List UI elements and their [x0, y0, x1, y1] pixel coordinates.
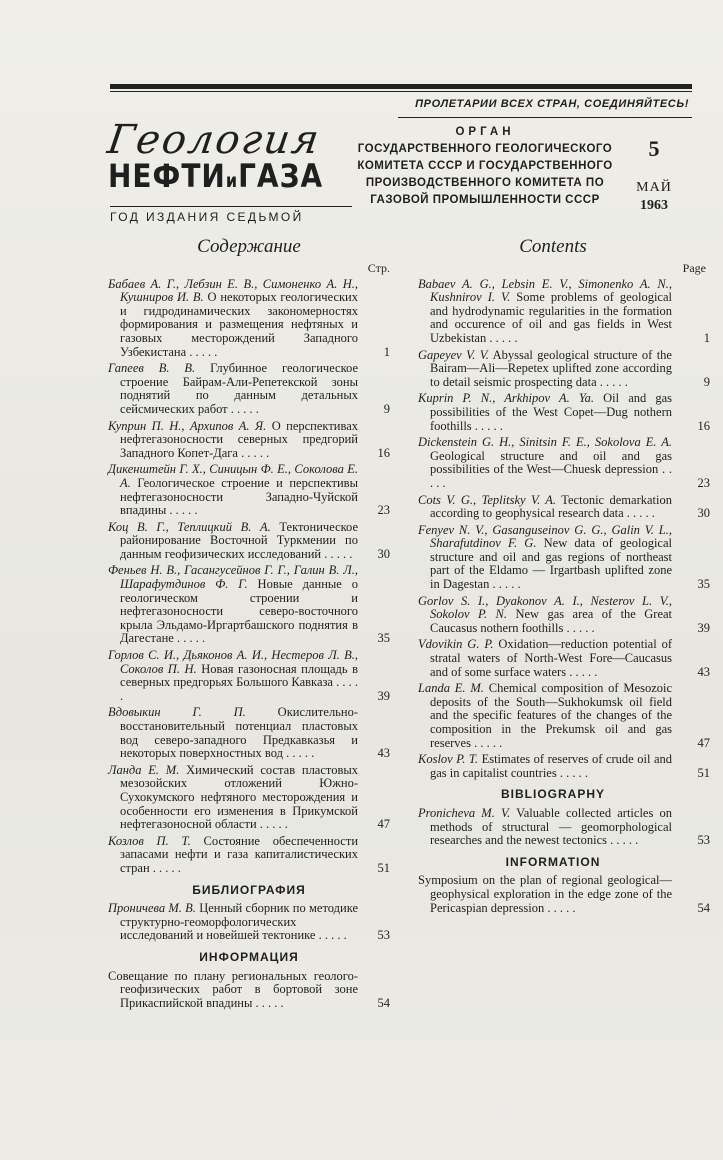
toc-title: Chemical composition of Mesozoic deposits of the South—Sukhokumsk oil field and the specific features of the changes of the composition in the Prekumsk oil and gas reserves — [430, 681, 673, 750]
toc-title: Новые данные о геологическом строении и нефтегазоносности северо-восточного крыла Эльдамо-Иргартбашского поднятия в Дагестане — [120, 577, 359, 646]
publication-year-label: ГОД ИЗДАНИЯ СЕДЬМОЙ — [110, 210, 304, 224]
toc-leader: . . . . . — [623, 506, 655, 521]
bibliography-list-en — [418, 805, 710, 848]
page-label-ru: Стр. — [367, 261, 390, 275]
toc-entry-text — [418, 436, 672, 490]
issue-block — [624, 136, 684, 214]
toc-leader: . . . . . — [321, 546, 353, 561]
toc-authors: Gorlov S. I., Dyakonov A. I., Nesterov L. V., Sokolov P. N. — [418, 593, 672, 622]
toc-entry-text — [418, 807, 672, 848]
toc-entry — [108, 521, 390, 562]
toc-page-number: 1 — [703, 330, 710, 345]
toc-entry-text — [418, 278, 672, 346]
toc-entry-text — [108, 420, 358, 461]
toc-leader: . . . . . — [544, 900, 576, 915]
toc-authors: Gapeyev V. V. — [418, 347, 489, 362]
top-rule-thick — [110, 84, 692, 89]
toc-title: Estimates of reserves of crude oil and gas in capitalist countries — [430, 752, 672, 780]
toc-entry-text — [108, 362, 358, 416]
toc-leader: . . . . . — [315, 928, 347, 943]
toc-page-number: 9 — [383, 401, 390, 416]
toc-entry-text — [418, 682, 672, 750]
toc-entry-text — [108, 564, 358, 646]
toc-authors: Козлов П. Т. — [108, 833, 191, 848]
toc-authors: Коц В. Г., Теплицкий В. А. — [108, 519, 271, 534]
toc-entry — [418, 276, 710, 346]
toc-title: О перспективах нефтегазоносности северных предгорий Западного Копет-Дага — [120, 418, 359, 460]
organ-heading: ОРГАН — [455, 126, 515, 138]
toc-entry — [108, 835, 390, 876]
toc-leader: . . . . . — [489, 577, 521, 592]
motto: ПРОЛЕТАРИИ ВСЕХ СТРАН, СОЕДИНЯЙТЕСЬ! — [415, 98, 689, 110]
toc-entry — [108, 278, 390, 360]
toc-entry-text — [418, 753, 672, 780]
toc-page-number: 1 — [383, 344, 390, 359]
toc-entry — [108, 362, 390, 416]
issue-year: 1963 — [640, 198, 668, 213]
issue-month: МАЙ — [636, 180, 672, 195]
toc-title: Oil and gas possibilities of the West Copet—Dug nothern foothills — [430, 391, 673, 433]
organ-line: КОМИТЕТА СССР И ГОСУДАРСТВЕННОГО — [357, 160, 613, 172]
toc-page-number: 9 — [703, 374, 710, 389]
toc-page-number: 16 — [377, 445, 390, 460]
toc-page-number: 53 — [697, 833, 710, 848]
toc-leader: . . . . . — [566, 664, 598, 679]
toc-page-number: 54 — [377, 995, 390, 1010]
toc-entry — [418, 873, 710, 915]
issue-number: 5 — [648, 136, 660, 161]
toc-leader: . . . . . — [149, 860, 181, 875]
toc-title: Новая газоносная площадь в северных предгорьях Большого Кавказа — [120, 661, 358, 690]
toc-entry-text — [418, 392, 672, 433]
toc-authors: Гапеев В. В. — [108, 361, 196, 376]
toc-entry-text — [108, 649, 358, 703]
information-heading-ru: ИНФОРМАЦИЯ — [199, 949, 299, 964]
logo-word-and: и — [225, 169, 239, 192]
toc-entry — [108, 463, 390, 517]
toc-leader: . . . . . — [470, 735, 503, 750]
toc-entry-text — [418, 638, 672, 679]
toc-page-number: 43 — [377, 746, 390, 761]
information-list-en — [418, 873, 710, 915]
toc-entry — [108, 420, 390, 461]
toc-entry — [418, 435, 710, 490]
toc-page-number: 51 — [377, 860, 390, 875]
toc-leader: . . . . . — [282, 746, 315, 761]
toc-leader: . . . . . — [173, 631, 206, 646]
toc-page-number: 54 — [697, 900, 710, 915]
toc-page-number: 30 — [697, 506, 710, 521]
toc-entry — [418, 805, 710, 848]
toc-authors: Koslov P. T. — [418, 752, 479, 767]
motto-rule — [398, 117, 692, 118]
toc-page-number: 39 — [697, 620, 710, 635]
toc-title: Oxidation—reduction potential of stratal waters of North-West Fore—Caucasus and of some surface waters — [430, 637, 673, 679]
toc-entry-text — [108, 970, 358, 1011]
toc-authors: Ланда Е. М. — [108, 762, 180, 777]
toc-title: Abyssal geological structure of the Bairam—Ali—Repetex uplifted zone according to detail seismic prospecting data — [430, 347, 672, 389]
information-heading-en: INFORMATION — [505, 854, 601, 869]
toc-entry-text — [418, 524, 672, 592]
toc-entry-text — [108, 463, 358, 517]
logo-block-title — [108, 159, 348, 198]
toc-authors: Проничева М. В. — [108, 901, 196, 916]
contents-title-ru: Содержание — [197, 236, 301, 257]
toc-leader: . . . . . — [430, 462, 672, 490]
toc-page-number: 35 — [697, 577, 710, 592]
toc-authors: Вдовыкин Г. П. — [108, 705, 246, 720]
toc-entry — [418, 593, 710, 636]
toc-leader: . . . . . — [607, 833, 639, 848]
toc-leader: . . . . . — [186, 344, 218, 359]
toc-leader: . . . . . — [563, 620, 595, 635]
bibliography-heading-ru: БИБЛИОГРАФИЯ — [192, 882, 306, 897]
toc-title: Ценный сборник по методике структурно-геоморфологических исследований и новейшей тектонике — [120, 901, 359, 943]
toc-entry — [418, 681, 710, 750]
toc-page-number: 51 — [697, 765, 710, 780]
toc-entry-text — [108, 706, 358, 760]
toc-title: Состояние обеспеченности запасами нефти и газа капиталистических стран — [120, 833, 359, 875]
toc-page-number: 23 — [377, 503, 390, 518]
toc-authors: Бабаев А. Г., Лебзин Е. В., Симоненко А. Н., Кушниров И. В. — [108, 276, 358, 305]
toc-entry — [108, 564, 390, 646]
toc-leader: . . . . . — [486, 330, 518, 345]
top-rule-thin — [110, 91, 692, 92]
toc-entry-text — [108, 764, 358, 832]
toc-entry-text — [418, 349, 672, 390]
contents-russian — [108, 236, 390, 1013]
toc-authors: Cots V. G., Teplitsky V. A. — [418, 492, 557, 507]
toc-title: Геологическое строение и перспективы нефтегазоносности Западно-Чуйской впадины — [120, 475, 358, 518]
toc-entry — [108, 970, 390, 1011]
toc-entry-text — [418, 595, 672, 636]
toc-list-en — [418, 276, 710, 781]
toc-page-number: 35 — [377, 631, 390, 646]
logo-word-gas: ГАЗА — [238, 157, 324, 196]
toc-title: Химический состав пластовых мезозойских отложений Южно-Сухокумского нефтяного месторождения и особенности его изменения в Прикумской нефтегазоносной области — [120, 762, 359, 832]
toc-title: Some problems of geological and hydrodynamic regularities in the formation and occurence of oil and gas fields in West Uzbekistan — [430, 290, 672, 345]
toc-title: Окислительно-восстановительный потенциал пластовых вод северо-западного Предкавказья и некоторых поверхностных вод — [120, 705, 358, 761]
organ-line: ГОСУДАРСТВЕННОГО ГЕОЛОГИЧЕСКОГО — [357, 143, 613, 155]
journal-logo — [104, 117, 348, 196]
toc-authors: Vdovikin G. P. — [418, 637, 494, 652]
toc-authors: Феньев Н. В., Гасангусейнов Г. Г., Галин В. Л., Шарафутдинов Ф. Г. — [108, 563, 358, 592]
toc-page-number: 39 — [377, 688, 390, 703]
toc-title: Тектоническое районирование Восточной Туркмении по данным геофизических исследований — [120, 519, 359, 561]
toc-entry — [418, 492, 710, 521]
toc-entry-text — [108, 278, 358, 360]
toc-authors: Горлов С. И., Дьяконов А. И., Нестеров Л. В., Соколов П. Н. — [108, 648, 358, 676]
toc-page-number: 43 — [697, 664, 710, 679]
toc-authors: Fenyev N. V., Gasanguseinov G. G., Galin V. L., Sharafutdinov F. G. — [418, 522, 672, 551]
toc-page-number: 47 — [377, 817, 390, 832]
toc-entry — [108, 706, 390, 760]
toc-page-number: 16 — [697, 418, 710, 433]
page-label-en: Page — [682, 261, 706, 275]
toc-entry — [108, 649, 390, 703]
toc-entry — [418, 522, 710, 592]
toc-list-ru — [108, 278, 390, 876]
toc-leader: . . . . . — [237, 445, 270, 460]
toc-authors: Dickenstein G. H., Sinitsin F. E., Sokolova E. A. — [418, 435, 672, 450]
information-list-ru — [108, 970, 390, 1011]
contents-title-en: Contents — [519, 236, 587, 257]
toc-entry — [418, 637, 710, 679]
logo-script-title: Геология — [104, 117, 324, 163]
toc-title: Совещание по плану региональных геолого-геофизических работ в бортовой зоне Прикаспийской впадины — [108, 968, 358, 1010]
toc-leader: . . . . . — [471, 418, 503, 433]
toc-title: Valuable collected articles on methods of structural — geomorphological researches and the newest tectonics — [430, 805, 672, 848]
contents-english — [418, 236, 710, 918]
logo-rule — [110, 206, 352, 207]
toc-entry — [418, 391, 710, 433]
toc-entry-text — [108, 521, 358, 562]
toc-leader: . . . . . — [596, 374, 628, 389]
toc-authors: Kuprin P. N., Arkhipov A. Ya. — [418, 391, 594, 406]
toc-title: New gas area of the Great Caucasus nothern foothills — [430, 607, 673, 635]
toc-leader: . . . . . — [252, 995, 284, 1010]
toc-leader: . . . . . — [227, 401, 259, 416]
toc-leader: . . . . . — [166, 503, 198, 518]
toc-leader: . . . . . — [120, 675, 358, 703]
toc-authors: Дикенштейн Г. Х., Синицын Ф. Е., Соколова Е. А. — [108, 462, 358, 490]
toc-authors: Pronicheva M. V. — [418, 805, 511, 820]
toc-entry — [108, 902, 390, 943]
organ-block — [354, 124, 616, 209]
toc-entry — [108, 764, 390, 832]
toc-entry-text — [108, 902, 358, 943]
bibliography-heading-en: BIBLIOGRAPHY — [500, 787, 605, 802]
toc-entry — [418, 752, 710, 780]
logo-word-oil: НЕФТИ — [108, 157, 226, 196]
toc-authors: Babaev A. G., Lebsin E. V., Simonenko A. N., Kushnirov I. V. — [418, 276, 672, 305]
toc-title: Symposium on the plan of regional geological—geophysical exploration in the edge zone of the Pericaspian depression — [418, 873, 672, 915]
toc-authors: Landa E. M. — [418, 681, 484, 696]
toc-entry-text — [418, 874, 672, 915]
organ-line: ГАЗОВОЙ ПРОМЫШЛЕННОСТИ СССР — [370, 194, 600, 206]
toc-page-number: 30 — [377, 546, 390, 561]
toc-title: О некоторых геологических и гидродинамических закономерностях формирования и размещения нефтяных и газовых месторождений Западного Узбекистана — [120, 290, 358, 359]
toc-authors: Куприн П. Н., Архипов А. Я. — [108, 418, 267, 433]
toc-entry-text — [108, 835, 358, 876]
toc-page-number: 23 — [697, 475, 710, 490]
toc-entry — [418, 347, 710, 390]
bibliography-list-ru — [108, 902, 390, 943]
toc-page-number: 47 — [697, 735, 710, 750]
toc-entry-text — [418, 494, 672, 521]
toc-title: New data of geological structure and oil and gas regions of northeast part of the Eldamo — Irgartbash uplifted zone in Dagestan — [430, 536, 672, 592]
toc-title: Глубинное геологическое строение Байрам-Али-Репетекской зоны поднятий по данным детальных сейсмических работ — [120, 361, 358, 416]
toc-page-number: 53 — [377, 928, 390, 943]
toc-leader: . . . . . — [556, 765, 588, 780]
toc-leader: . . . . . — [256, 817, 288, 832]
toc-title: Geological structure and oil and gas possibilities of the West—Chuesk depression — [430, 448, 672, 477]
toc-title: Tectonic demarkation according to geophysical research data — [430, 492, 672, 521]
organ-line: ПРОИЗВОДСТВЕННОГО КОМИТЕТА ПО — [365, 177, 605, 189]
